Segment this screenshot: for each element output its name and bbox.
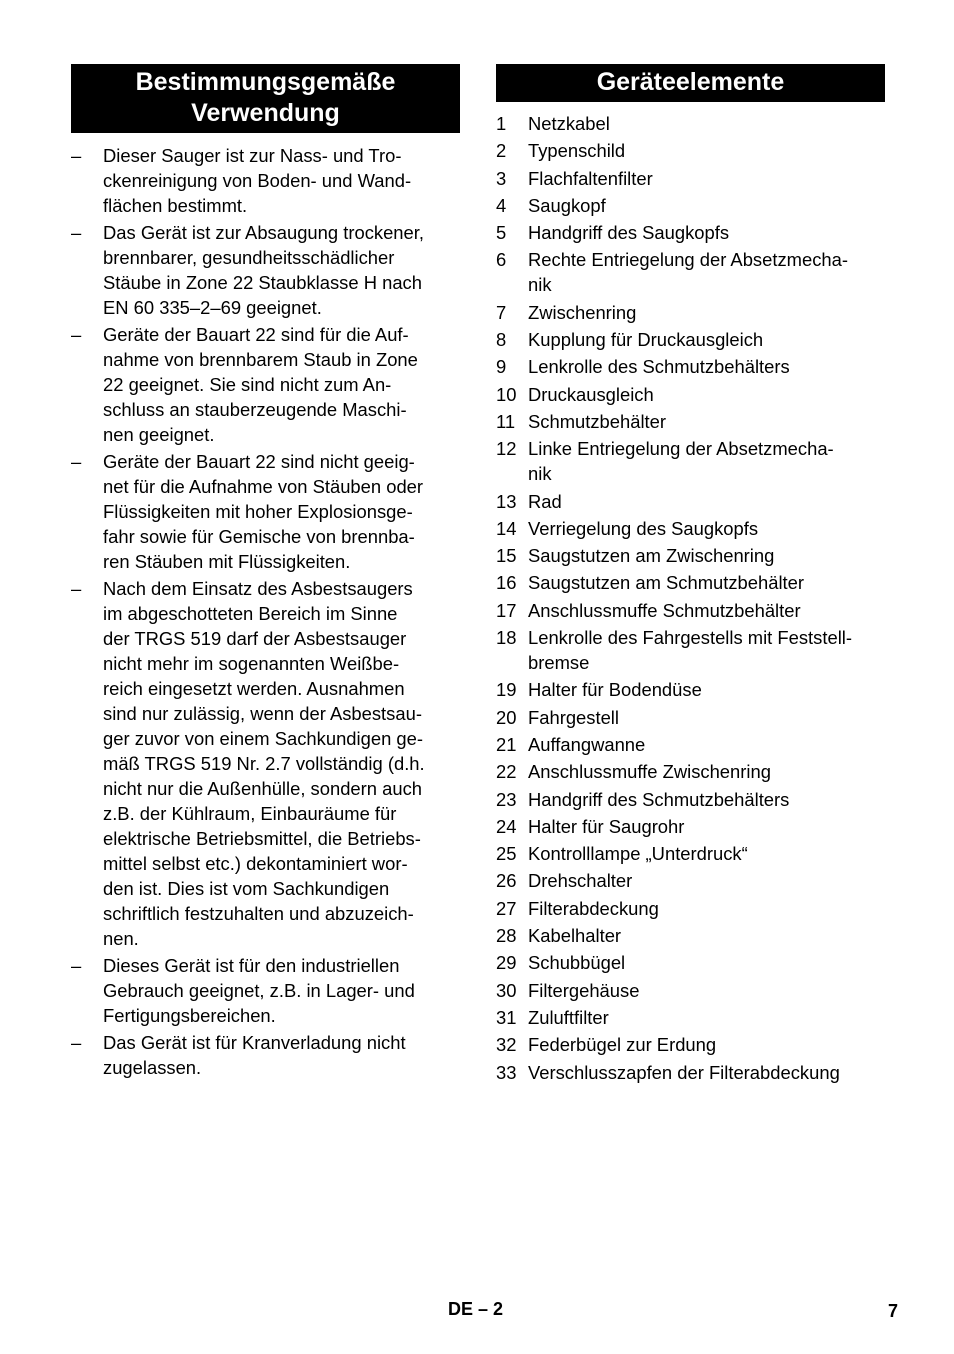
- component-item: [496, 516, 885, 541]
- component-label: Schubbügel: [528, 952, 626, 974]
- component-number: 28: [496, 925, 517, 947]
- component-number: 25: [496, 843, 517, 865]
- component-item: [496, 677, 885, 702]
- component-item: [496, 896, 885, 921]
- usage-item-line: im abgeschotteten Bereich im Sinne: [103, 603, 398, 624]
- usage-item-line: sind nur zulässig, wenn der Asbestsau-: [103, 703, 422, 724]
- usage-item-line: Geräte der Bauart 22 sind nicht geeig-: [103, 451, 415, 472]
- usage-item-line: zugelassen.: [103, 1057, 202, 1078]
- component-number: 22: [496, 761, 517, 783]
- component-label: Handgriff des Schmutzbehälters: [528, 788, 790, 810]
- usage-item-line: Dieser Sauger ist zur Nass- und Tro-: [103, 145, 402, 166]
- components-list: [496, 111, 885, 1085]
- component-item: [496, 923, 885, 948]
- usage-item-line: 22 geeignet. Sie sind nicht zum An-: [103, 374, 392, 395]
- component-number: 5: [496, 222, 507, 244]
- component-item: [496, 409, 885, 434]
- component-label: Anschlussmuffe Schmutzbehälter: [528, 599, 801, 621]
- component-item: [496, 705, 885, 730]
- component-label: Handgriff des Saugkopfs: [528, 222, 730, 244]
- component-label: bremse: [528, 652, 590, 674]
- component-item: [496, 759, 885, 784]
- component-item: [496, 978, 885, 1003]
- component-number: 20: [496, 706, 517, 728]
- component-item: [496, 489, 885, 514]
- dash-bullet: –: [71, 1032, 82, 1053]
- component-item: [496, 138, 885, 163]
- usage-item-line: nicht mehr im sogenannten Weißbe-: [103, 653, 400, 674]
- component-item: [496, 814, 885, 839]
- usage-item-line: brennbarer, gesundheitsschädlicher: [103, 247, 395, 268]
- usage-item: [71, 143, 460, 218]
- usage-item-line: nen geeignet.: [103, 424, 215, 445]
- component-number: 14: [496, 517, 517, 539]
- component-number: 27: [496, 897, 517, 919]
- component-label: Halter für Bodendüse: [528, 679, 702, 701]
- component-item: [496, 787, 885, 812]
- usage-item: [71, 220, 460, 320]
- usage-item-line: ger zuvor von einem Sachkundigen ge-: [103, 728, 423, 749]
- usage-item-line: schluss an stauberzeugende Maschi-: [103, 399, 407, 420]
- usage-item-line: Geräte der Bauart 22 sind für die Auf-: [103, 324, 409, 345]
- component-label: nik: [528, 463, 552, 485]
- component-number: 4: [496, 194, 507, 216]
- component-label: Schmutzbehälter: [528, 410, 667, 432]
- component-item: [496, 193, 885, 218]
- component-number: 7: [496, 301, 507, 323]
- usage-item-line: elektrische Betriebsmittel, die Betriebs-: [103, 828, 421, 849]
- component-number: 10: [496, 383, 517, 405]
- usage-item-line: Dieses Gerät ist für den industriellen: [103, 955, 400, 976]
- usage-item-line: nen.: [103, 928, 139, 949]
- component-item: [496, 1060, 885, 1085]
- component-label: Kupplung für Druckausgleich: [528, 329, 764, 351]
- component-label: Zuluftfilter: [528, 1006, 609, 1028]
- usage-item-line: ren Stäuben mit Flüssigkeiten.: [103, 551, 351, 572]
- component-item: [496, 598, 885, 623]
- component-label: Saugstutzen am Zwischenring: [528, 545, 775, 567]
- component-label: Filtergehäuse: [528, 979, 640, 1001]
- component-label: Zwischenring: [528, 301, 637, 323]
- page-number: 7: [888, 1301, 899, 1321]
- component-item: [496, 1005, 885, 1030]
- usage-item-line: net für die Aufnahme von Stäuben oder: [103, 476, 424, 497]
- component-label: Typenschild: [528, 140, 626, 162]
- component-number: 16: [496, 572, 517, 594]
- dash-bullet: –: [71, 955, 82, 976]
- component-label: Halter für Saugrohr: [528, 815, 685, 837]
- usage-heading: [71, 64, 460, 133]
- component-item: [496, 543, 885, 568]
- usage-item-line: reich eingesetzt werden. Ausnahmen: [103, 678, 405, 699]
- component-label: Filterabdeckung: [528, 897, 659, 919]
- usage-item-line: nahme von brennbarem Staub in Zone: [103, 349, 418, 370]
- component-number: 29: [496, 952, 517, 974]
- component-label: Rad: [528, 490, 562, 512]
- component-item: [496, 868, 885, 893]
- component-number: 13: [496, 490, 517, 512]
- dash-bullet: –: [71, 451, 82, 472]
- usage-item-line: nicht nur die Außenhülle, sondern auch: [103, 778, 422, 799]
- usage-item-line: der TRGS 519 darf der Asbestsauger: [103, 628, 407, 649]
- component-item: [496, 570, 885, 595]
- component-item: [496, 732, 885, 757]
- usage-item: [71, 953, 460, 1028]
- usage-list: [71, 143, 460, 1080]
- component-item: [496, 382, 885, 407]
- component-label: Lenkrolle des Schmutzbehälters: [528, 356, 790, 378]
- dash-bullet: –: [71, 578, 82, 599]
- component-number: 24: [496, 815, 517, 837]
- component-label: Druckausgleich: [528, 383, 654, 405]
- usage-item-line: Stäube in Zone 22 Staubklasse H nach: [103, 272, 422, 293]
- dash-bullet: –: [71, 145, 82, 166]
- component-number: 32: [496, 1034, 517, 1056]
- component-label: Saugkopf: [528, 194, 606, 216]
- usage-item-line: Nach dem Einsatz des Asbestsaugers: [103, 578, 413, 599]
- usage-item: [71, 449, 460, 574]
- usage-item-line: flächen bestimmt.: [103, 195, 248, 216]
- component-label: Linke Entriegelung der Absetzmecha-: [528, 438, 834, 460]
- component-number: 15: [496, 545, 517, 567]
- component-item: [496, 950, 885, 975]
- component-number: 8: [496, 329, 507, 351]
- usage-item-line: EN 60 335–2–69 geeignet.: [103, 297, 322, 318]
- usage-item: [71, 1030, 460, 1080]
- component-label: Verriegelung des Saugkopfs: [528, 517, 759, 539]
- usage-item-line: Das Gerät ist für Kranverladung nicht: [103, 1032, 406, 1053]
- component-item: [496, 111, 885, 136]
- components-heading: Geräteelemente: [496, 64, 885, 102]
- component-number: 6: [496, 249, 507, 271]
- component-number: 17: [496, 599, 517, 621]
- component-number: 26: [496, 870, 517, 892]
- component-item: [496, 166, 885, 191]
- usage-item-line: mäß TRGS 519 Nr. 2.7 vollständig (d.h.: [103, 753, 425, 774]
- component-item: [496, 247, 885, 297]
- component-number: 33: [496, 1061, 517, 1083]
- component-number: 19: [496, 679, 517, 701]
- component-label: Anschlussmuffe Zwischenring: [528, 761, 771, 783]
- component-item: [496, 625, 885, 675]
- component-number: 18: [496, 627, 517, 649]
- usage-item-line: Das Gerät ist zur Absaugung trockener,: [103, 222, 424, 243]
- usage-item-line: mittel selbst etc.) dekontaminiert wor-: [103, 853, 408, 874]
- usage-item-line: Flüssigkeiten mit hoher Explosionsge-: [103, 501, 413, 522]
- footer-section-label: DE – 2: [448, 1299, 504, 1319]
- dash-bullet: –: [71, 324, 82, 345]
- usage-item-line: Fertigungsbereichen.: [103, 1005, 276, 1026]
- component-number: 21: [496, 733, 517, 755]
- component-number: 11: [496, 410, 516, 432]
- usage-item-line: ckenreinigung von Boden- und Wand-: [103, 170, 412, 191]
- component-item: [496, 841, 885, 866]
- component-item: [496, 354, 885, 379]
- component-label: Lenkrolle des Fahrgestells mit Feststell-: [528, 627, 853, 649]
- usage-item: [71, 576, 460, 951]
- usage-item-line: fahr sowie für Gemische von brennba-: [103, 526, 415, 547]
- dash-bullet: –: [71, 222, 82, 243]
- component-label: Federbügel zur Erdung: [528, 1034, 717, 1056]
- usage-item-line: schriftlich festzuhalten und abzuzeich-: [103, 903, 414, 924]
- component-label: Drehschalter: [528, 870, 633, 892]
- component-label: Flachfaltenfilter: [528, 167, 653, 189]
- component-label: Auffangwanne: [528, 733, 646, 755]
- component-item: [496, 327, 885, 352]
- component-item: [496, 300, 885, 325]
- component-label: nik: [528, 274, 552, 296]
- component-item: [496, 220, 885, 245]
- component-number: 9: [496, 356, 507, 378]
- usage-item: [71, 322, 460, 447]
- component-label: Verschlusszapfen der Filterabdeckung: [528, 1061, 840, 1083]
- component-label: Netzkabel: [528, 113, 610, 134]
- component-number: 30: [496, 979, 517, 1001]
- component-number: 1: [496, 113, 507, 134]
- component-label: Kabelhalter: [528, 925, 622, 947]
- usage-item-line: z.B. der Kühlraum, Einbauräume für: [103, 803, 397, 824]
- component-number: 2: [496, 140, 507, 162]
- component-number: 23: [496, 788, 517, 810]
- usage-item-line: Gebrauch geeignet, z.B. in Lager- und: [103, 980, 415, 1001]
- usage-item-line: den ist. Dies ist vom Sachkundigen: [103, 878, 390, 899]
- component-item: [496, 1032, 885, 1057]
- component-label: Rechte Entriegelung der Absetzmecha-: [528, 249, 848, 271]
- component-number: 31: [496, 1006, 517, 1028]
- usage-section: [71, 64, 460, 1082]
- component-label: Saugstutzen am Schmutzbehälter: [528, 572, 805, 594]
- heading-line: Bestimmungsgemäße: [135, 68, 396, 96]
- component-number: 3: [496, 167, 507, 189]
- heading-line: Verwendung: [191, 99, 340, 127]
- component-label: Kontrolllampe „Unterdruck“: [528, 843, 748, 865]
- component-item: [496, 436, 885, 486]
- component-number: 12: [496, 438, 517, 460]
- components-section: [496, 64, 885, 1087]
- component-label: Fahrgestell: [528, 706, 619, 728]
